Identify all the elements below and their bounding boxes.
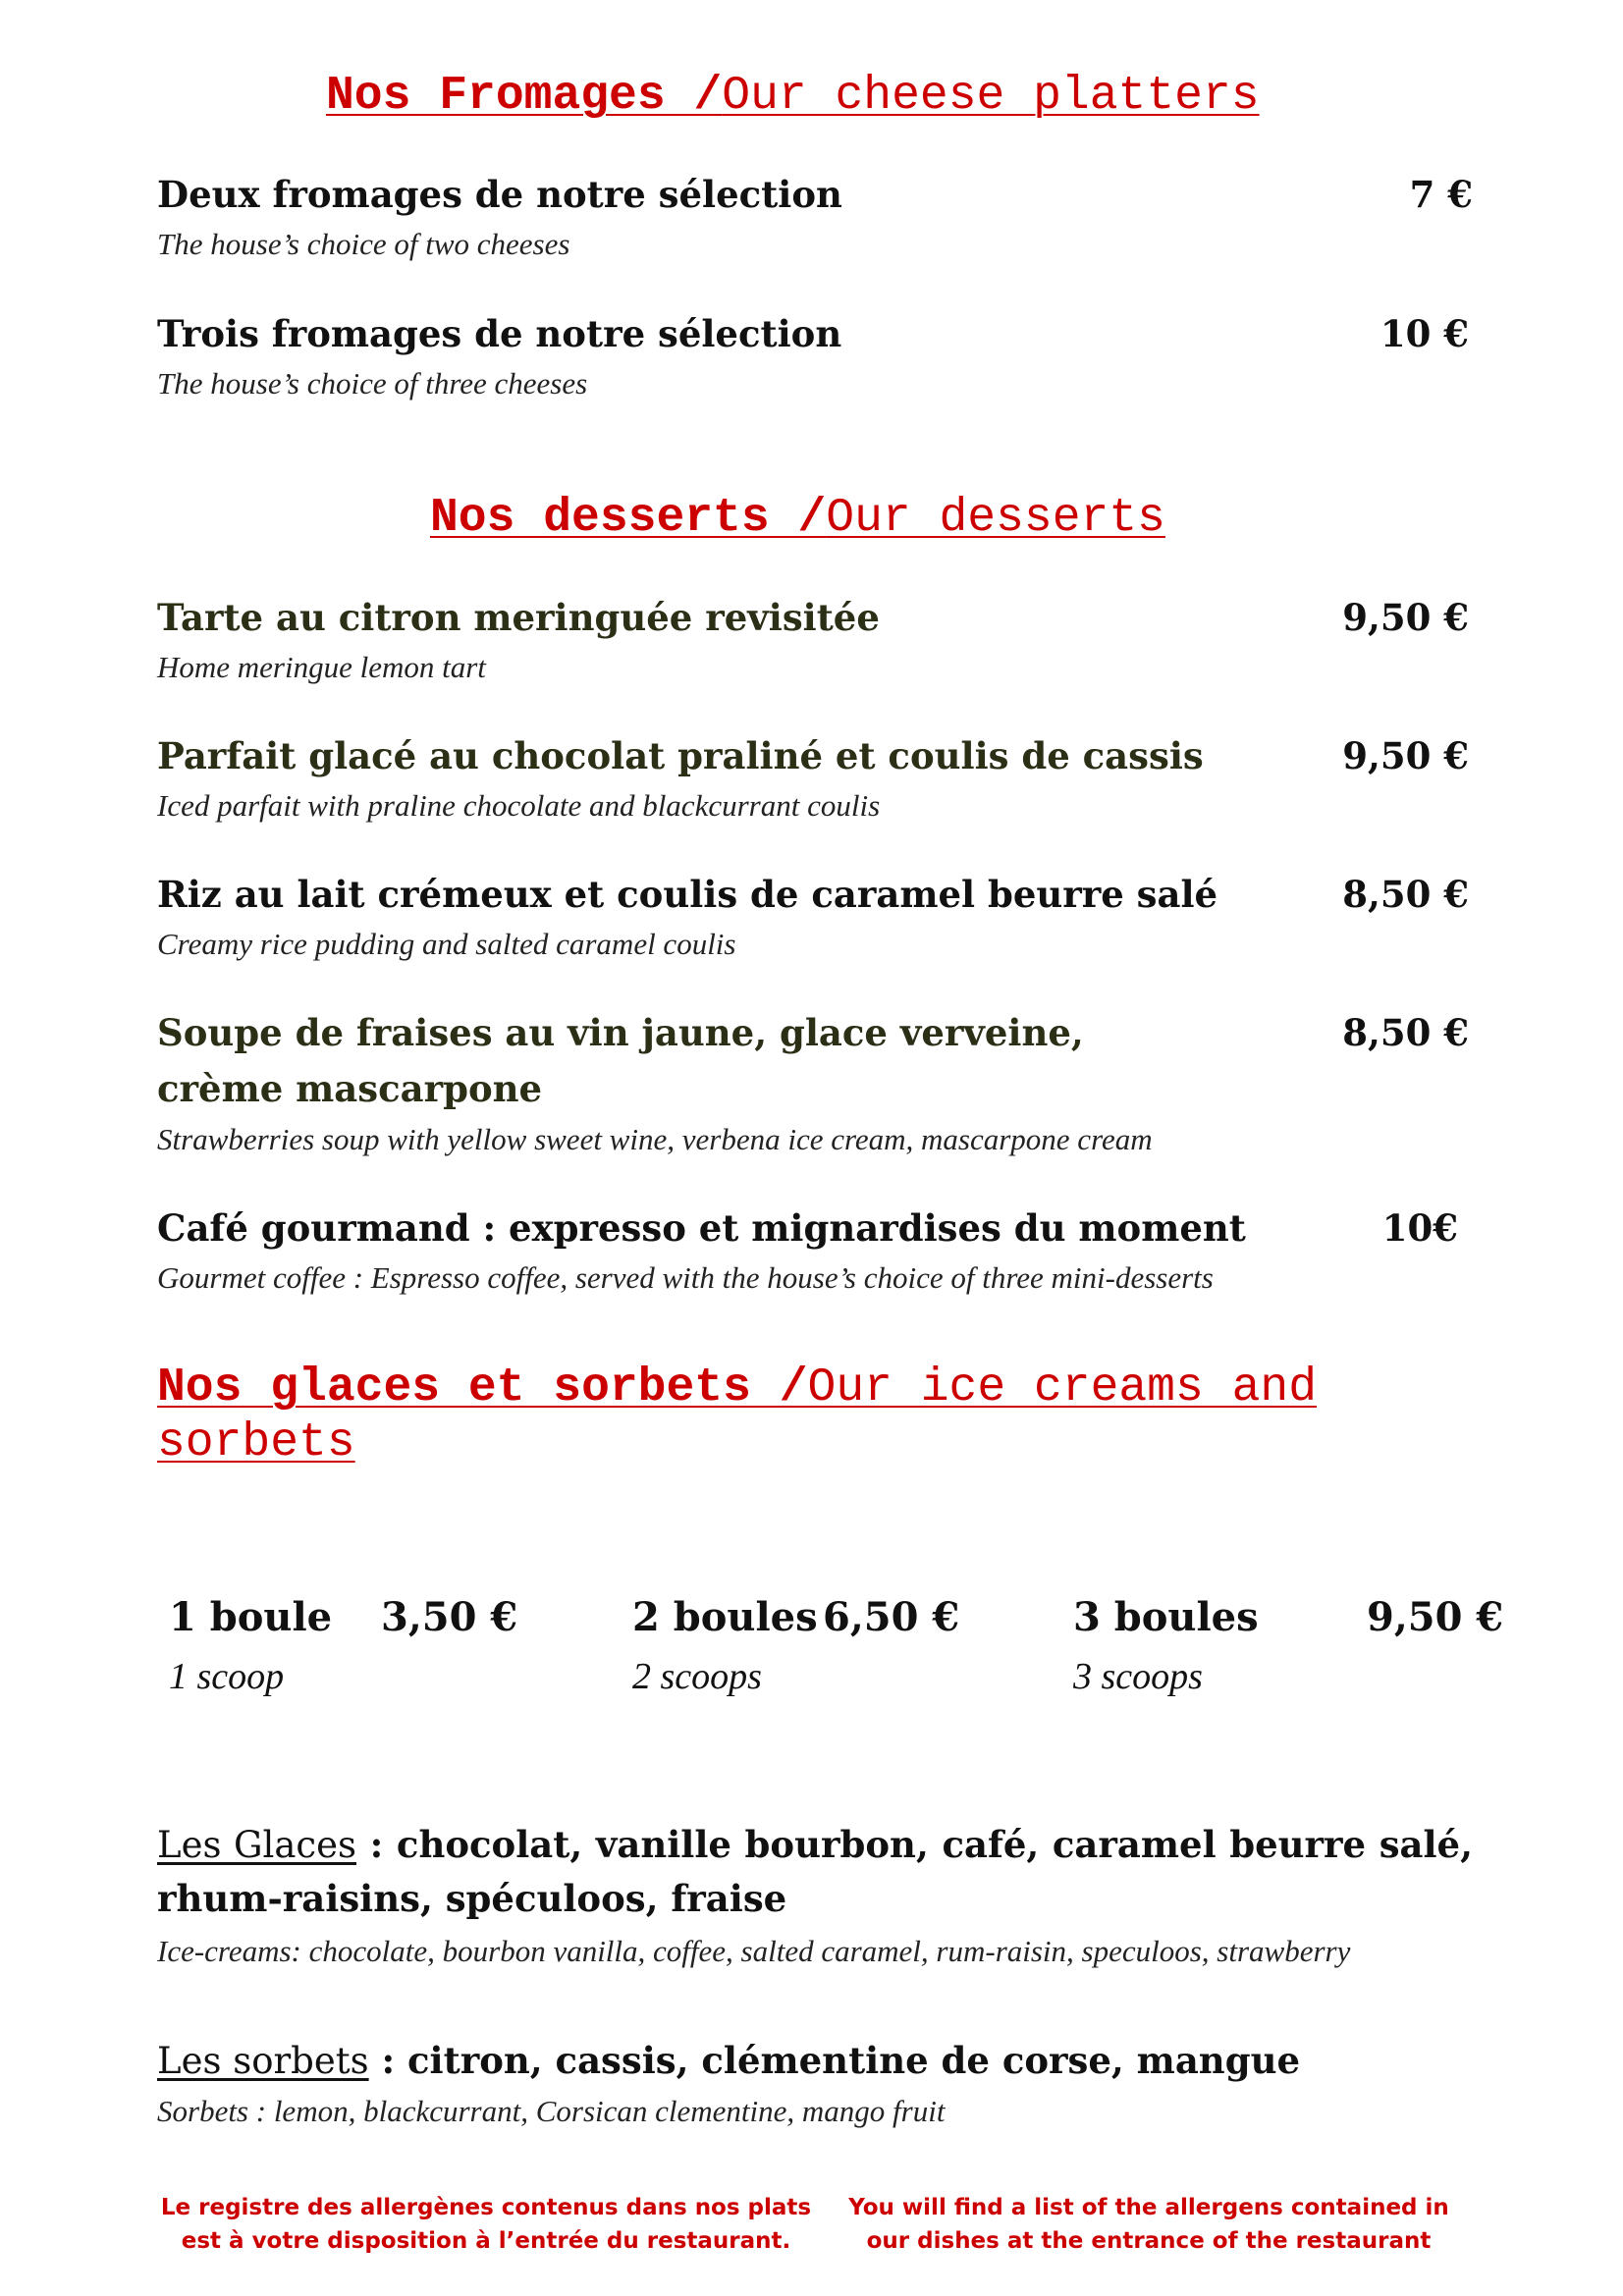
dessert-item-name-continued: crème mascarpone <box>157 1067 543 1110</box>
cheese-item-name: Deux fromages de notre sélection <box>157 173 842 216</box>
dessert-item-price: 8,50 € <box>1342 873 1469 916</box>
scoop-sub: 1 scoop <box>169 1656 285 1697</box>
cheese-item-desc: The house’s choice of two cheeses <box>157 227 570 261</box>
dessert-item-desc: Gourmet coffee : Espresso coffee, served with the house’s choice of three mini-desserts <box>157 1260 1214 1295</box>
dessert-item-desc: Iced parfait with praline chocolate and blackcurrant coulis <box>157 788 881 823</box>
sorbet-flavors-lead: Les sorbets <box>157 2040 369 2082</box>
cheese-item-price: 7 € <box>1409 173 1473 216</box>
cheese-item-price: 10 € <box>1380 312 1469 355</box>
cheese-title-fr: Nos Fromages / <box>326 70 723 123</box>
desserts-title-fr: Nos desserts / <box>430 492 827 545</box>
cheese-section-title <box>326 69 1260 124</box>
dessert-item-desc: Home meringue lemon tart <box>157 650 486 684</box>
sorbet-flavors-desc: Sorbets : lemon, blackcurrant, Corsican clementine, mango fruit <box>157 2094 946 2128</box>
ice-cream-flavors <box>157 1818 1473 1925</box>
scoop-price: 9,50 € <box>1367 1594 1504 1640</box>
dessert-item-price: 9,50 € <box>1342 734 1469 777</box>
ice-cream-flavors-text: : chocolat, vanille bourbon, café, caramel beurre salé, rhum-raisins, spéculoos, fraise <box>157 1823 1473 1920</box>
scoop-label: 3 boules <box>1073 1594 1259 1640</box>
ice-title-en: Our ice creams and sorbets <box>157 1362 1317 1469</box>
dessert-item-name: Tarte au citron meringuée revisitée <box>157 596 880 639</box>
scoop-sub: 2 scoops <box>632 1656 762 1697</box>
ice-title-fr: Nos glaces et sorbets / <box>157 1362 808 1415</box>
scoop-price: 6,50 € <box>823 1594 960 1640</box>
scoop-label: 1 boule <box>169 1594 333 1640</box>
scoop-sub: 3 scoops <box>1073 1656 1203 1697</box>
desserts-title-en: Our desserts <box>826 492 1165 545</box>
dessert-item-name: Soupe de fraises au vin jaune, glace verveine, <box>157 1011 1084 1054</box>
sorbet-flavors-text: : citron, cassis, clémentine de corse, mangue <box>368 2039 1301 2082</box>
allergen-notice-en: You will find a list of the allergens contained in our dishes at the entrance of the restaurant <box>848 2195 1449 2254</box>
dessert-item-price: 10€ <box>1381 1206 1458 1250</box>
cheese-item-name: Trois fromages de notre sélection <box>157 312 842 355</box>
allergen-notice-fr: Le registre des allergènes contenus dans nos plats est à votre disposition à l’entrée du restaurant. <box>160 2195 812 2254</box>
ice-cream-flavors-lead: Les Glaces <box>157 1824 357 1866</box>
dessert-item-desc: Creamy rice pudding and salted caramel coulis <box>157 927 736 961</box>
dessert-item-price: 8,50 € <box>1342 1011 1469 1054</box>
cheese-item-desc: The house’s choice of three cheeses <box>157 366 588 400</box>
dessert-item-price: 9,50 € <box>1342 596 1469 639</box>
cheese-title-en: Our cheese platters <box>722 70 1260 123</box>
sorbet-flavors <box>157 2034 1473 2088</box>
dessert-item-desc: Strawberries soup with yellow sweet wine, verbena ice cream, mascarpone cream <box>157 1122 1153 1156</box>
scoop-label: 2 boules <box>632 1594 818 1640</box>
dessert-item-name: Parfait glacé au chocolat praliné et coulis de cassis <box>157 734 1204 777</box>
desserts-section-title <box>430 491 1165 546</box>
scoop-price: 3,50 € <box>381 1594 518 1640</box>
dessert-item-name: Riz au lait crémeux et coulis de caramel beurre salé <box>157 873 1218 916</box>
ice-section-title <box>157 1361 1434 1470</box>
dessert-item-name: Café gourmand : expresso et mignardises du moment <box>157 1206 1246 1250</box>
ice-cream-flavors-desc: Ice-creams: chocolate, bourbon vanilla, coffee, salted caramel, rum-raisin, speculoos, strawberry <box>157 1934 1351 1968</box>
